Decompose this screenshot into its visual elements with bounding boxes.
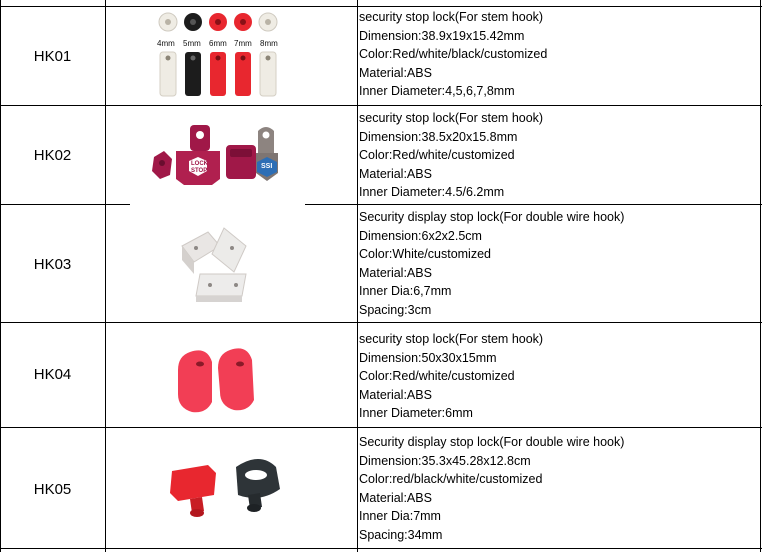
description-line: Inner Dia:6,7mm bbox=[359, 284, 452, 299]
description-line: Material:ABS bbox=[359, 387, 432, 402]
description-line: Inner Dia:7mm bbox=[359, 509, 441, 524]
product-code: HK03 bbox=[33, 256, 72, 273]
lock-stop-logo: LOCK bbox=[191, 161, 208, 167]
table-row bbox=[0, 322, 762, 427]
table-row bbox=[0, 6, 762, 105]
description-line: Dimension:35.3x45.28x12.8cm bbox=[359, 453, 531, 468]
description-line: Inner Diameter:4.5/6.2mm bbox=[359, 185, 505, 200]
description-line: Dimension:38.9x19x15.42mm bbox=[359, 28, 525, 43]
description-line: Dimension:6x2x2.5cm bbox=[359, 228, 482, 243]
product-image-hk02 bbox=[106, 105, 356, 204]
product-image-hk04 bbox=[106, 322, 356, 427]
size-label: 6mm bbox=[209, 39, 227, 48]
product-description bbox=[359, 208, 759, 320]
product-image-hk01 bbox=[106, 6, 356, 105]
description-line: Inner Diameter:4,5,6,7,8mm bbox=[359, 84, 515, 99]
description-line: Security display stop lock(For double wire hook) bbox=[359, 210, 625, 224]
size-label: 5mm bbox=[183, 39, 201, 48]
description-line: Spacing:3cm bbox=[359, 302, 432, 317]
lock-stop-logo: STOP bbox=[191, 168, 208, 174]
description-line: Color:Red/white/black/customized bbox=[359, 47, 548, 62]
table-row bbox=[0, 105, 762, 204]
description-line: Material:ABS bbox=[359, 166, 432, 181]
description-line: Spacing:34mm bbox=[359, 527, 443, 542]
product-code: HK02 bbox=[33, 147, 72, 164]
size-label: 4mm bbox=[157, 39, 175, 48]
description-line: Color:red/black/white/customized bbox=[359, 472, 543, 487]
description-line: Dimension:50x30x15mm bbox=[359, 350, 497, 365]
stop-lock-maroon-image bbox=[106, 105, 356, 204]
description-line: security stop lock(For stem hook) bbox=[359, 332, 544, 346]
white-double-hook-lock-image bbox=[106, 204, 356, 322]
product-description bbox=[359, 330, 759, 423]
product-image-hk03 bbox=[106, 204, 356, 322]
product-description bbox=[359, 8, 759, 101]
size-label: 8mm bbox=[260, 39, 278, 48]
description-line: Material:ABS bbox=[359, 265, 432, 280]
description-line: security stop lock(For stem hook) bbox=[359, 10, 544, 24]
product-code: HK05 bbox=[33, 481, 72, 498]
red-oval-lock-image bbox=[106, 322, 356, 427]
product-code: HK01 bbox=[33, 48, 72, 65]
description-line: Inner Diameter:6mm bbox=[359, 406, 473, 421]
description-line: Color:Red/white/customized bbox=[359, 148, 515, 163]
product-image-hk05 bbox=[106, 427, 356, 548]
description-line: security stop lock(For stem hook) bbox=[359, 111, 544, 125]
ssi-logo: SSI bbox=[261, 163, 273, 170]
description-line: Color:Red/white/customized bbox=[359, 369, 515, 384]
table-row bbox=[0, 204, 762, 322]
product-description bbox=[359, 433, 759, 545]
product-description bbox=[359, 109, 759, 202]
description-line: Material:ABS bbox=[359, 65, 432, 80]
size-label: 7mm bbox=[234, 39, 252, 48]
stop-lock-set-image bbox=[106, 6, 356, 105]
description-line: Dimension:38.5x20x15.8mm bbox=[359, 129, 518, 144]
row-divider bbox=[0, 548, 762, 549]
product-code: HK04 bbox=[33, 366, 72, 383]
description-line: Material:ABS bbox=[359, 490, 432, 505]
description-line: Color:White/customized bbox=[359, 247, 491, 262]
table-row bbox=[0, 427, 762, 548]
red-black-t-lock-image bbox=[106, 427, 356, 548]
description-line: Security display stop lock(For double wire hook) bbox=[359, 435, 625, 449]
